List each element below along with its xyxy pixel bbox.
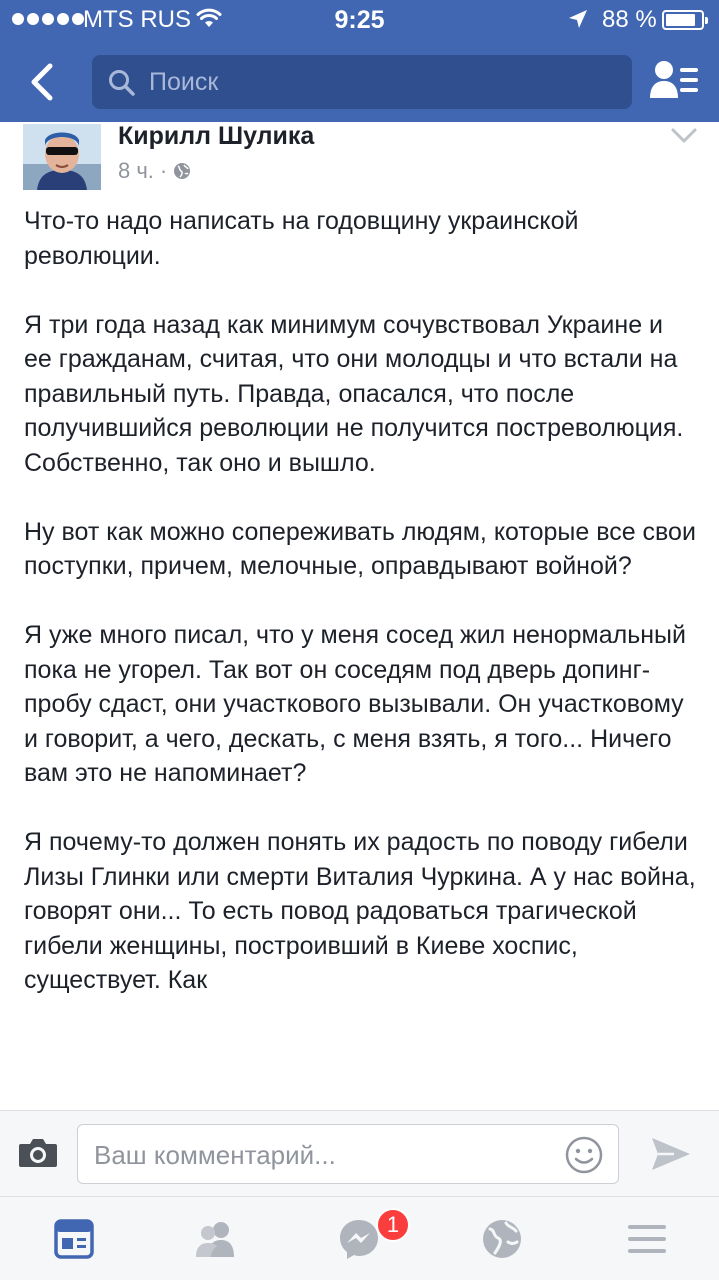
emoji-icon[interactable] — [564, 1135, 604, 1175]
clock: 9:25 — [334, 6, 385, 34]
news-feed-tab-icon[interactable] — [52, 1217, 96, 1261]
battery-icon — [662, 10, 704, 30]
post-paragraph: Я уже много писал, что у меня сосед жил ненормальный пока не угорел. Так вот он соседям под дверь допинг-пробу сдаст, они участкового вызывали. Он участковому и говорит, а чего, дескать, с меня взять, я того... Ничего вам это не напоминает? — [24, 621, 686, 787]
post — [0, 122, 719, 1110]
friend-requests-icon[interactable] — [648, 58, 700, 104]
search-input[interactable] — [92, 55, 632, 109]
top-header — [0, 0, 719, 122]
back-button[interactable] — [22, 60, 62, 104]
send-icon[interactable] — [650, 1135, 692, 1173]
search-placeholder: Поиск — [149, 68, 219, 96]
status-bar — [0, 0, 719, 40]
post-paragraph: Ну вот как можно сопереживать людям, которые все свои поступки, причем, мелочные, оправдывают войной? — [24, 517, 696, 580]
avatar[interactable] — [23, 124, 101, 190]
meta-separator: · — [159, 158, 168, 183]
comment-placeholder: Ваш комментарий... — [94, 1140, 336, 1170]
globe-icon — [173, 162, 191, 180]
comment-composer — [0, 1110, 719, 1196]
friends-tab-icon[interactable] — [194, 1217, 238, 1261]
messenger-badge: 1 — [376, 1208, 410, 1242]
menu-tab-icon[interactable] — [625, 1217, 669, 1261]
post-body — [24, 204, 696, 1032]
tab-bar — [0, 1196, 719, 1280]
carrier-name: MTS RUS — [83, 6, 191, 33]
notifications-globe-tab-icon[interactable] — [480, 1217, 524, 1261]
post-paragraph: Я три года назад как минимум сочувствовал Украине и ее гражданам, считая, что они молодцы и что встали на правильный путь. Правда, опасался, что после получившийся революции не получится постреволюция. Собственно, так оно и вышло. — [24, 310, 684, 477]
camera-icon[interactable] — [18, 1136, 58, 1168]
messenger-tab-icon[interactable] — [337, 1217, 381, 1261]
post-options-chevron-icon[interactable] — [670, 127, 698, 145]
post-paragraph: Я почему-то должен понять их радость по поводу гибели Лизы Глинки или смерти Виталия Чуркина. А у нас война, говорят они... То есть повод радоваться трагической гибели женщины, построивший в Киеве хоспис, существует. Как — [24, 828, 696, 994]
comment-input[interactable] — [77, 1124, 619, 1184]
post-meta — [118, 158, 191, 184]
post-author[interactable]: Кирилл Шулика — [118, 122, 315, 150]
search-icon — [108, 69, 136, 97]
post-time[interactable]: 8 ч. — [118, 158, 154, 183]
post-paragraph: Что-то надо написать на годовщину украинской революции. — [24, 207, 579, 270]
battery-percent: 88 % — [602, 6, 657, 33]
location-arrow-icon — [568, 9, 588, 29]
